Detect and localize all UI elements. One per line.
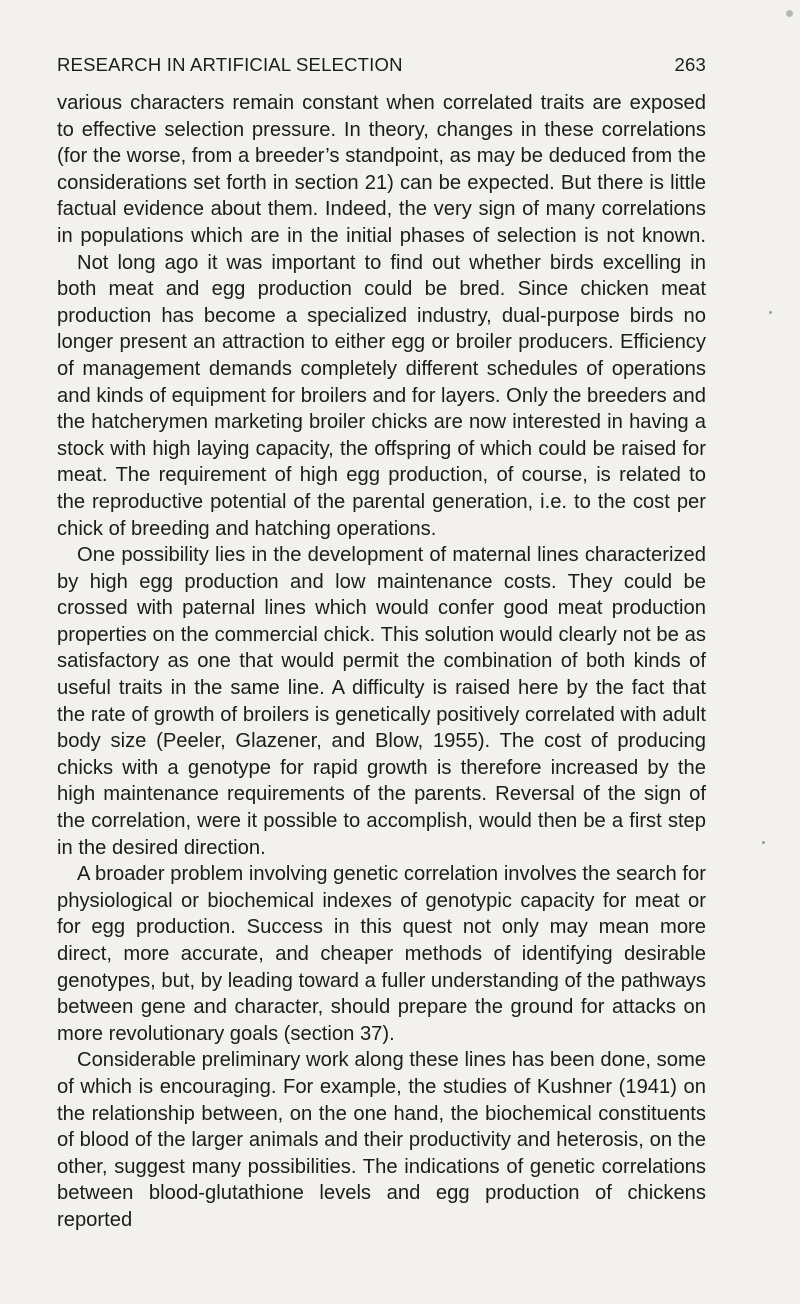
paragraph-line: meat. The requirement of high egg production, of course, is related to the — [57, 464, 706, 513]
paragraph-line: more accurate, and cheaper methods of identifying desirable genotypes, — [57, 943, 706, 992]
paragraph-line: in populations which are in the initial phases of selection is not known. — [57, 224, 706, 247]
paragraph-line: Considerable preliminary work along these lines has been done, some — [77, 1049, 706, 1072]
paragraph-line: gene and character, should prepare the ground for attacks on more — [57, 996, 706, 1045]
scan-speck — [762, 841, 765, 844]
paragraph-line: factual evidence about them. Indeed, the very sign of many correlations — [57, 198, 706, 221]
running-head — [57, 52, 706, 78]
paragraph-line: satisfactory as one that would permit the combination of both kinds of — [57, 650, 706, 673]
paragraph-line: One possibility lies in the development of maternal lines characterized — [77, 544, 706, 567]
paragraph-line: body size (Peeler, Glazener, and Blow, 1955). The cost of producing — [57, 730, 706, 753]
paragraph-line: of blood of the larger animals and their productivity and heterosis, on the — [57, 1129, 706, 1152]
paragraph-line: kinds of equipment for broilers and for layers. Only the breeders and — [96, 384, 707, 407]
paragraph-line: of management demands completely different schedules of operations and — [57, 357, 706, 407]
paragraph-line: correlation, were it possible to accomplish, would then be a first step in — [57, 810, 707, 859]
paragraph-line: the worse, from a breeder’s standpoint, as may be deduced from the — [93, 145, 707, 168]
paragraph-line: stock with high laying capacity, the offspring of which could be raised for — [57, 437, 706, 460]
paragraph-line: physiological or biochemical indexes of genotypic capacity for meat or for — [57, 889, 706, 939]
paragraph-2 — [57, 250, 706, 543]
paragraph-line: the desired direction. — [78, 836, 266, 859]
paragraph-line: the relationship between, on the one hand, the biochemical constituents — [57, 1102, 706, 1125]
paragraph-line: between blood-glutathione levels and egg production of chickens reported — [57, 1182, 706, 1231]
paragraph-line: longer present an attraction to either egg or broiler producers. Efficiency — [57, 331, 706, 354]
paragraph-4 — [57, 861, 706, 1047]
page-number: 263 — [674, 54, 706, 75]
paragraph-line: reproductive potential of the parental generation, i.e. to the cost per chick — [57, 490, 706, 540]
scan-speck — [786, 10, 793, 17]
paragraph-line: effective selection pressure. In theory, changes in these correlations (for — [57, 118, 706, 168]
paragraph-line: both meat and egg production could be bred. Since chicken meat — [57, 278, 706, 301]
paragraph-line: properties on the commercial chick. This solution would clearly not be as — [57, 623, 706, 646]
paragraph-line: Not long ago it was important to find out whether birds excelling in — [77, 251, 706, 274]
paragraph-line: revolutionary goals (section 37). — [108, 1022, 395, 1045]
body-text — [57, 90, 706, 1234]
paragraph-line: the hatcherymen marketing broiler chicks are now interested in having a — [57, 411, 706, 434]
paragraph-line: the rate of growth of broilers is genetically positively correlated with adult — [57, 703, 706, 726]
paragraph-line: other, suggest many possibilities. The indications of genetic correlations — [57, 1155, 706, 1178]
paragraph-3 — [57, 542, 706, 861]
paragraph-line: production has become a specialized industry, dual-purpose birds no — [57, 304, 706, 327]
paragraph-line: egg production. Success in this quest not only may mean more direct, — [57, 916, 707, 965]
paragraph-line: useful traits in the same line. A difficulty is raised here by the fact that — [57, 677, 706, 700]
paragraph-line: various characters remain constant when correlated traits are exposed to — [57, 92, 706, 141]
paragraph-1 — [57, 90, 706, 250]
paragraph-line: of breeding and hatching operations. — [108, 517, 437, 540]
paragraph-5 — [57, 1047, 706, 1233]
paragraph-line: considerations set forth in section 21) can be expected. But there is little — [57, 171, 706, 194]
paragraph-line: chicks with a genotype for rapid growth is therefore increased by the high — [57, 756, 706, 806]
paragraph-line: but, by leading toward a fuller understanding of the pathways between — [57, 969, 706, 1019]
paragraph-line: crossed with paternal lines which would confer good meat production — [57, 597, 706, 620]
paragraph-line: of which is encouraging. For example, the studies of Kushner (1941) on — [57, 1075, 706, 1098]
paragraph-line: by high egg production and low maintenance costs. They could be — [57, 570, 706, 593]
paragraph-line: maintenance requirements of the parents. Reversal of the sign of the — [57, 783, 707, 833]
running-title: RESEARCH IN ARTIFICIAL SELECTION — [57, 54, 403, 75]
scan-speck — [769, 311, 772, 314]
paragraph-line: A broader problem involving genetic correlation involves the search for — [77, 863, 706, 886]
